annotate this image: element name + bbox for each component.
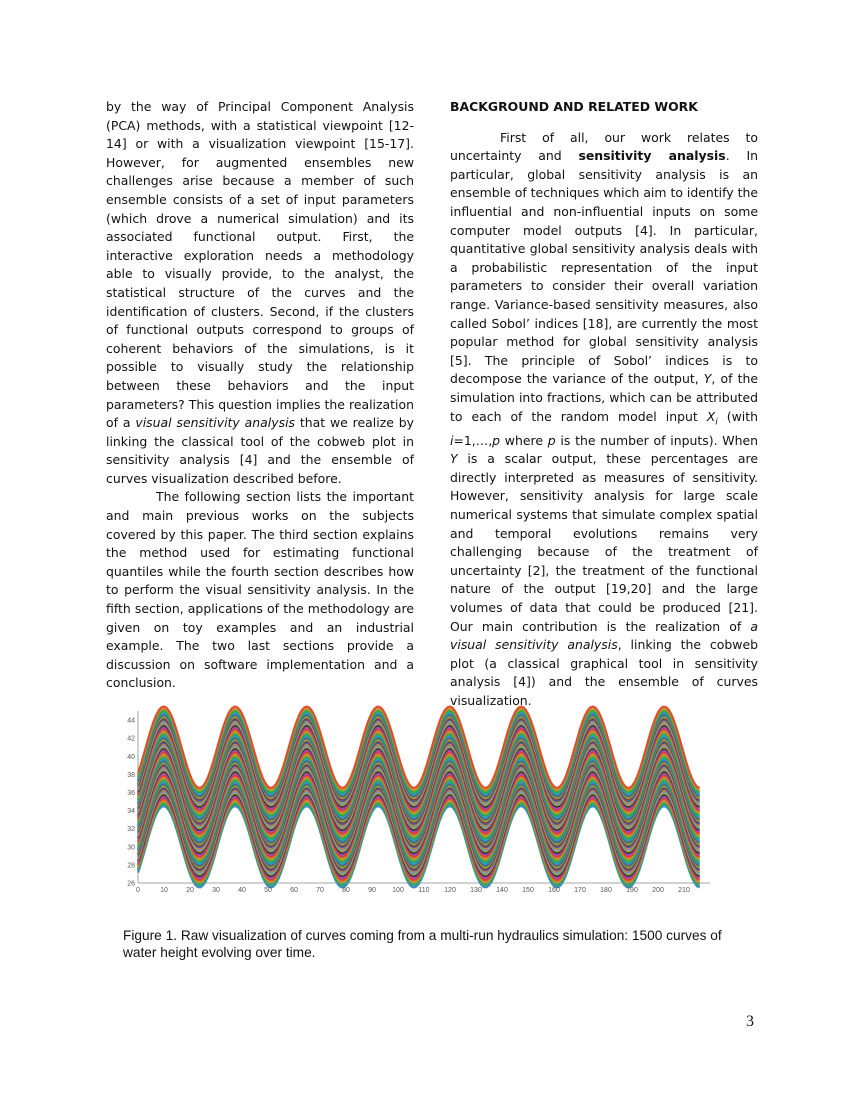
text-run: is the number of inputs). When (555, 432, 759, 448)
x-tick-label: 90 (368, 887, 376, 894)
section-heading: BACKGROUND AND RELATED WORK (450, 99, 698, 114)
x-tick-label: 170 (574, 887, 586, 894)
text-run: p (547, 432, 556, 448)
x-tick-label: 20 (186, 887, 194, 894)
x-tick-label: 80 (342, 887, 350, 894)
text-run: i (715, 416, 718, 427)
y-tick-label: 32 (127, 826, 135, 834)
y-tick-label: 30 (127, 844, 135, 852)
x-tick-label: 140 (496, 887, 508, 894)
x-tick-label: 180 (600, 887, 612, 894)
x-tick-label: 40 (238, 887, 246, 894)
text-run: where (500, 432, 548, 448)
x-tick-label: 190 (626, 887, 638, 894)
body-paragraph (450, 129, 758, 711)
text-run: X (706, 408, 716, 424)
page-number: 3 (746, 1013, 754, 1030)
text-run: =1,…, (453, 432, 493, 448)
body-paragraph (106, 488, 414, 693)
text-run: The following section lists the important and main previous works on the subjects covered by this paper. The third section explains the method used for estimating functional quantiles while the fourth section describes how to perform the visual sensitivity analysis. In the fifth section, applications of the methodology are given on toy examples and an industrial example. The two last sections provide a discussion on software implementation and a conclusion. (106, 489, 414, 691)
text-run: First of all, our work relates to uncertainty and (450, 129, 758, 164)
x-tick-label: 200 (652, 887, 664, 894)
text-run: (with (717, 408, 758, 424)
right-column (450, 98, 758, 710)
x-tick-label: 100 (392, 887, 404, 894)
x-tick-label: 30 (212, 887, 220, 894)
body-paragraph (106, 98, 414, 488)
x-tick-label: 70 (316, 887, 324, 894)
figure-1-chart (118, 701, 718, 897)
y-tick-label: 38 (127, 771, 135, 779)
left-column (106, 98, 414, 693)
x-tick-label: 110 (418, 887, 430, 894)
text-run: Y (703, 371, 712, 387)
x-tick-label: 160 (548, 887, 560, 894)
x-tick-label: 50 (264, 887, 272, 894)
x-tick-label: 120 (444, 887, 456, 894)
text-run: a visual sensitivity analysis (450, 618, 758, 653)
x-tick-label: 0 (136, 887, 140, 894)
text-run: . In particular, global sensitivity analysis is an ensemble of techniques which aim to identify the influential and non-influential inputs on some computer model outputs [4]. In particular, quantitative global sensitivity analysis deals with a probabilistic representation of the input parameters to consider their overall variation range. Variance-based sensitivity measures, also called Sobol’ indices [18], are currently the most popular method for global sensitivity analysis [5]. The principle of Sobol’ indices is to decompose the variance of the output, (450, 148, 759, 387)
text-run: i (450, 432, 454, 448)
text-run: sensitivity analysis (578, 148, 726, 164)
text-run: , of the simulation into fractions, which can be attributed to each of the random model input (450, 371, 758, 424)
curve-ensemble (138, 707, 700, 888)
text-run: is a scalar output, these percentages are directly interpreted as measures of sensitivity. However, sensitivity analysis for large scale numerical systems that simulate complex spatial and temporal evolutions remains very challenging because of the treatment of uncertainty [2], the treatment of the functional nature of the output [19,20] and the large volumes of data that could be produced [21]. Our main contribution is the realization of (450, 451, 758, 634)
text-run: Y (450, 451, 458, 467)
x-tick-label: 150 (522, 887, 534, 894)
y-tick-label: 28 (127, 862, 135, 870)
text-run: that we realize by linking the classical tool of the cobweb plot in sensitivity analysis [4] and the ensemble of curves visualization described before. (106, 415, 414, 486)
y-tick-label: 40 (127, 753, 135, 761)
y-tick-label: 34 (127, 808, 135, 816)
text-run: , linking the cobweb plot (a classical graphical tool in sensitivity analysis [4]) and the ensemble of curves visualization. (450, 637, 758, 708)
y-tick-label: 26 (127, 880, 135, 888)
x-tick-label: 210 (678, 887, 690, 894)
x-tick-label: 10 (160, 887, 168, 894)
x-tick-label: 130 (470, 887, 482, 894)
text-run: visual sensitivity analysis (135, 415, 296, 431)
text-run: p (492, 432, 501, 448)
figure-caption: Figure 1. Raw visualization of curves coming from a multi-run hydraulics simulation: 1500 curves of water height evolving over time. (123, 928, 722, 960)
y-tick-label: 36 (127, 789, 135, 797)
y-tick-label: 42 (127, 735, 135, 743)
x-tick-label: 60 (290, 887, 298, 894)
y-axis-ticks (127, 718, 135, 888)
text-run: by the way of Principal Component Analysis (PCA) methods, with a statistical viewpoint [12-14] or with a visualization viewpoint [15-17]. However, for augmented ensembles new challenges arise because a member of such ensemble consists of a set of input parameters (which drove a numerical simulation) and its associated functional output. First, the interactive exploration needs a methodology able to visually provide, to the analyst, the statistical structure of the curves and the identification of clusters. Second, if the clusters of functional outputs correspond to groups of coherent behaviors of the simulations, is it possible to visually study the relationship between these behaviors and the input parameters? This question implies the realization of a (106, 99, 414, 431)
y-tick-label: 44 (127, 717, 135, 725)
